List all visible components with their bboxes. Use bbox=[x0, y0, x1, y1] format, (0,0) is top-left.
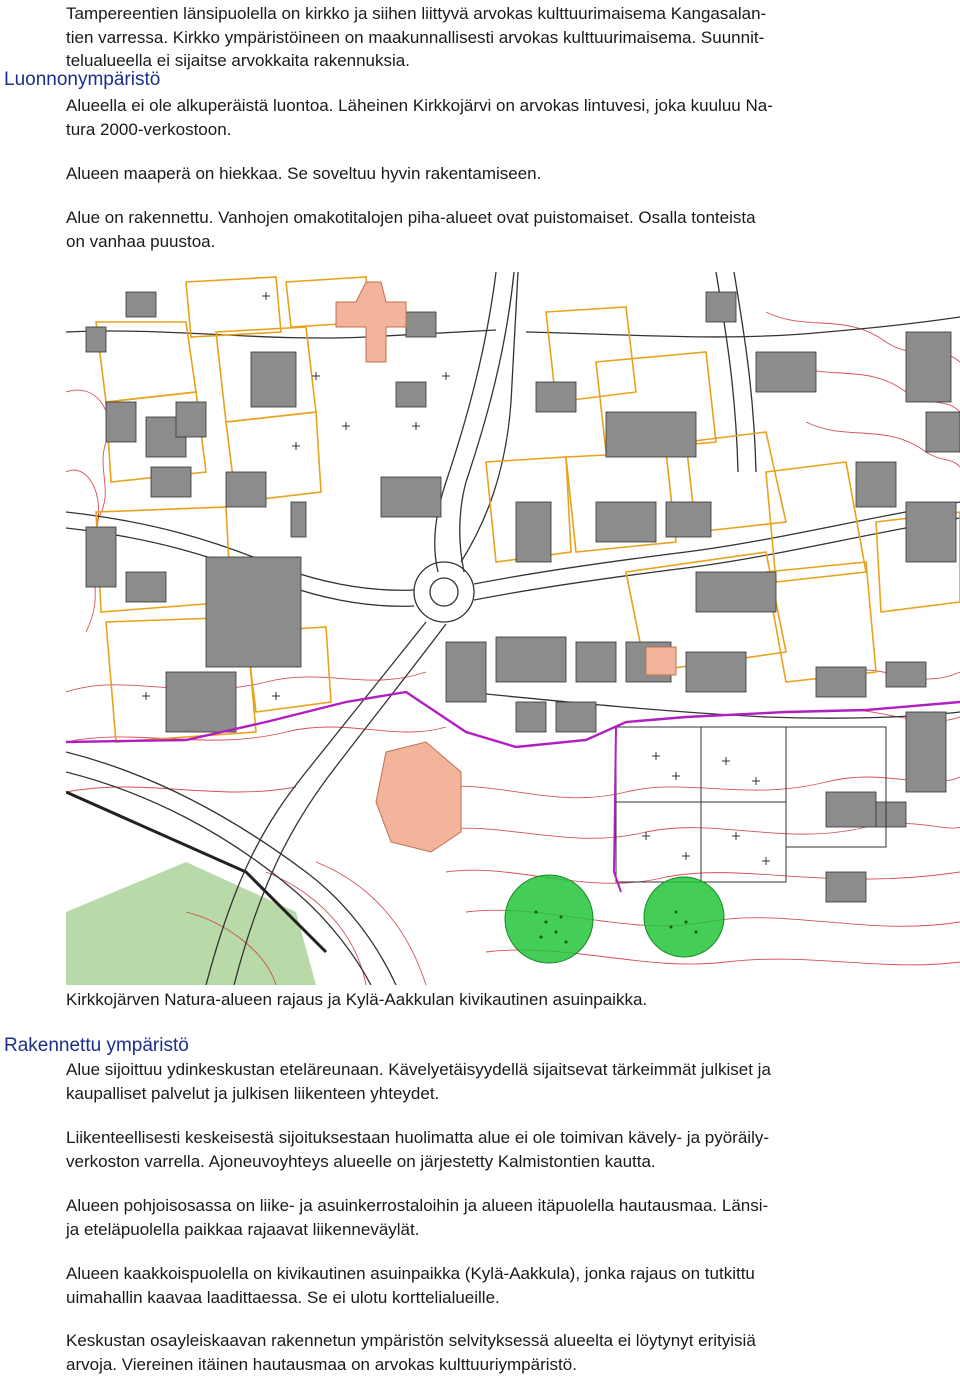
text-line: Keskustan osayleiskaavan rakennetun ympäristön selvityksessä alueelta ei löytynyt erityisiä bbox=[66, 1329, 896, 1353]
built-paragraph-1 bbox=[66, 1058, 896, 1105]
built-paragraph-3 bbox=[66, 1194, 896, 1241]
nature-paragraph-3 bbox=[66, 206, 896, 253]
built-paragraph-5 bbox=[66, 1329, 896, 1376]
green-field bbox=[66, 862, 316, 985]
text-line: Tampereentien länsipuolella on kirkko ja siihen liittyvä arvokas kulttuurimaisema Kangasalan- bbox=[66, 2, 896, 26]
natura-boundary-extension bbox=[614, 727, 621, 892]
church-building bbox=[336, 282, 406, 362]
buildings bbox=[86, 292, 960, 902]
text-line: tura 2000-verkostoon. bbox=[66, 118, 896, 142]
text-line: Alueen pohjoisosassa on liike- ja asuinkerrostaloihin ja alueen itäpuolella hautausmaa. Länsi- bbox=[66, 1194, 896, 1218]
site-circle-east bbox=[644, 877, 724, 957]
built-heading: Rakennettu ympäristö bbox=[4, 1034, 189, 1058]
text-line: Alue on rakennettu. Vanhojen omakotitalojen piha-alueet ovat puistomaiset. Osalla tonteista bbox=[66, 206, 896, 230]
text-line: telualueella ei sijaitse arvokkaita rakennuksia. bbox=[66, 49, 896, 73]
intro-paragraph bbox=[66, 2, 896, 73]
text-line: tien varressa. Kirkko ympäristöineen on maakunnallisesti arvokas kulttuurimaisema. Suunnit- bbox=[66, 26, 896, 50]
nature-paragraph-2: Alueen maaperä on hiekkaa. Se soveltuu hyvin rakentamiseen. bbox=[66, 162, 896, 186]
text-line: ja eteläpuolella paikkaa rajaavat liikenneväylät. bbox=[66, 1218, 896, 1242]
text-line: on vanhaa puustoa. bbox=[66, 230, 896, 254]
text-line: Liikenteellisesti keskeisestä sijoituksestaan huolimatta alue ei ole toimivan kävely- ja pyöräily- bbox=[66, 1126, 896, 1150]
site-circle-west bbox=[505, 875, 593, 963]
text-line: Alue sijoittuu ydinkeskustan eteläreunaan. Kävelyetäisyydellä sijaitsevat tärkeimmät julkiset ja bbox=[66, 1058, 896, 1082]
text-line: Alueen kaakkoispuolella on kivikautinen asuinpaikka (Kylä-Aakkula), jonka rajaus on tutkittu bbox=[66, 1262, 896, 1286]
built-paragraph-4 bbox=[66, 1262, 896, 1309]
nature-paragraph-1 bbox=[66, 94, 896, 141]
site-map bbox=[66, 272, 960, 985]
text-line: kaupalliset palvelut ja julkisen liikenteen yhteydet. bbox=[66, 1082, 896, 1106]
nature-heading: Luonnonympäristö bbox=[4, 68, 160, 92]
text-line: uimahallin kaavaa laadittaessa. Se ei ulotu korttelialueille. bbox=[66, 1286, 896, 1310]
built-paragraph-2 bbox=[66, 1126, 896, 1173]
text-line: Alueella ei ole alkuperäistä luontoa. Läheinen Kirkkojärvi on arvokas lintuvesi, joka kuuluu Na- bbox=[66, 94, 896, 118]
swimming-hall bbox=[376, 742, 461, 852]
map-drawing bbox=[66, 272, 960, 985]
figure-caption: Kirkkojärven Natura-alueen rajaus ja Kylä-Aakkulan kivikautinen asuinpaikka. bbox=[66, 988, 896, 1012]
orange-building bbox=[646, 647, 676, 675]
text-line: arvoja. Viereinen itäinen hautausmaa on arvokas kulttuuriympäristö. bbox=[66, 1353, 896, 1376]
text-line: verkoston varrella. Ajoneuvoyhteys alueelle on järjestetty Kalmistontien kautta. bbox=[66, 1150, 896, 1174]
